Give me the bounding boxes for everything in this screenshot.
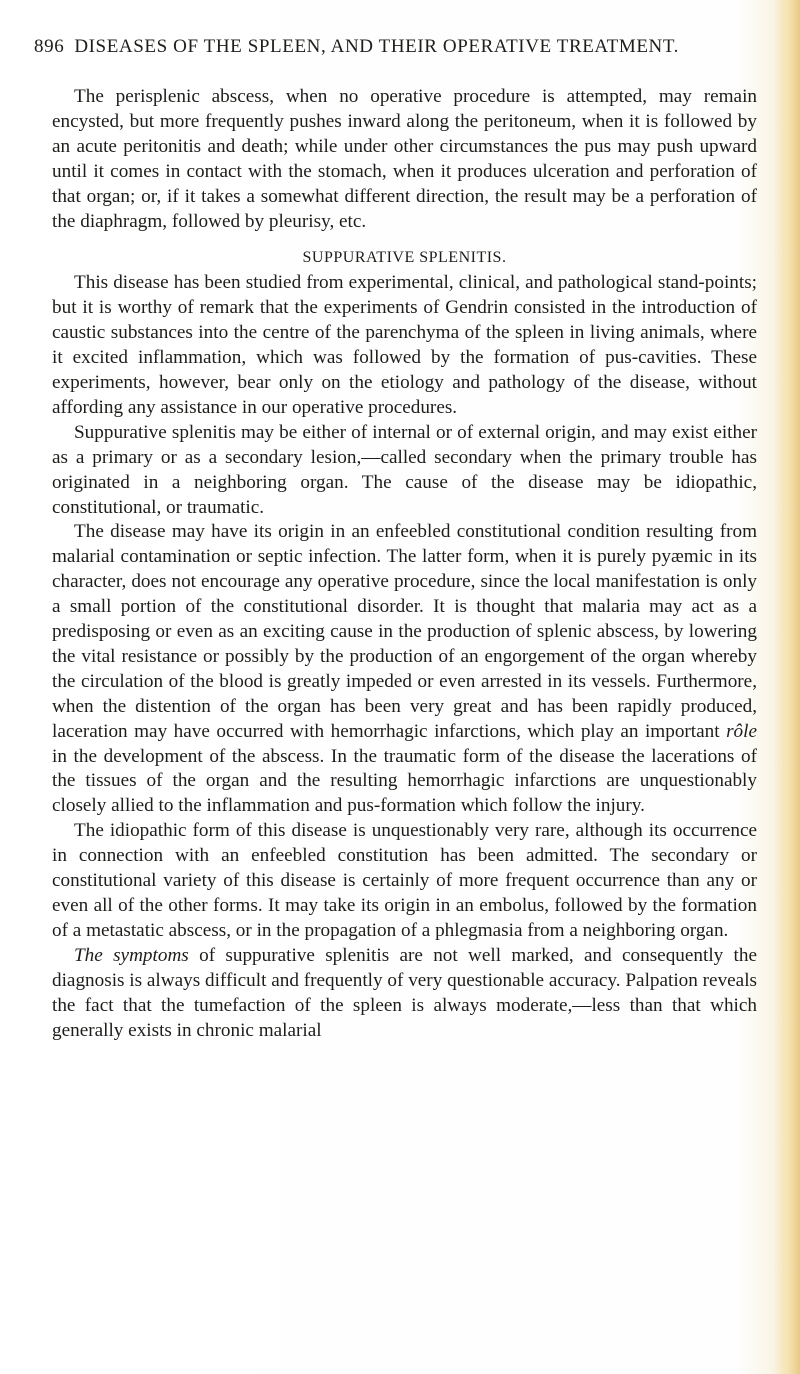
section-heading: SUPPURATIVE SPLENITIS. <box>302 249 507 267</box>
running-title: DISEASES OF THE SPLEEN, AND THEIR OPERATIVE TREATMENT. <box>74 36 680 57</box>
page-edge-shading <box>774 0 800 1374</box>
running-head <box>34 36 754 58</box>
paragraph-text: The disease may have its origin in an enfeebled constitutional condition resulting from malarial contamination or septic infection. The latter form, when it is purely pyæmic in its character, does not encourage any operative procedure, since the local manifestation is only a small portion of the constitutional disorder. It is thought that malaria may act as a predisposing or even as an exciting cause in the production of splenic abscess, by lowering the vital resistance or possibly by the production of an engorgement of the organ whereby the circulation of the blood is greatly impeded or even arrested in its vessels. Furthermore, when the distention of the organ has been very great and has been rapidly produced, laceration may have occurred with hemorrhagic infarctions, which play an important <box>52 521 757 742</box>
paragraph-symptoms <box>52 944 757 1044</box>
page-number: 896 <box>34 36 65 57</box>
paragraph-origin: Suppurative splenitis may be either of internal or of external origin, and may exist either as a primary or as a secondary lesion,—called secondary when the primary trouble has originated in a neighboring organ. The cause of the disease may be idiopathic, constitutional, or traumatic. <box>52 421 757 518</box>
paragraph-idiopathic-form: The idiopathic form of this disease is unquestionably very rare, although its occurrence in connection with an enfeebled constitution has been admitted. The secondary or constitutional variety of this disease is certainly of more frequent occurrence than any or even all of the other forms. It may take its origin in an embolus, followed by the formation of a metastatic abscess, or in the propagation of a phlegmasia from a neighboring organ. <box>52 820 757 941</box>
italic-term: The symptoms <box>74 944 189 966</box>
paragraph-perisplenic-abscess: The perisplenic abscess, when no operative procedure is attempted, may remain encysted, but more frequently pushes inward along the peritoneum, when it is followed by an acute peritonitis and death; while under other circumstances the pus may push upward until it comes in contact with the stomach, when it produces ulceration and perforation of that organ; or, if it takes a somewhat different direction, the result may be a perforation of the diaphragm, followed by pleurisy, etc. <box>52 86 757 232</box>
paragraph-experimental-study: This disease has been studied from experimental, clinical, and pathological stand-points; but it is worthy of remark that the experiments of Gendrin consisted in the introduction of caustic substances into the centre of the parenchyma of the spleen in living animals, where it excited inflammation, which was followed by the formation of pus-cavities. These experiments, however, bear only on the etiology and pathology of the disease, without affording any assistance in our operative procedures. <box>52 272 757 418</box>
paragraph-text: of suppurative splenitis are not well marked, and consequently the diagnosis is always difficult and frequently of very questionable accuracy. Palpation reveals the fact that the tumefaction of the spleen is always moderate,—less than that which generally exists in chronic malarial <box>52 944 757 1041</box>
paragraph-constitutional-condition <box>52 520 757 819</box>
italic-term: rôle <box>726 720 758 742</box>
paragraph-text: in the development of the abscess. In the traumatic form of the disease the lacerations of the tissues of the organ and the resulting hemorrhagic infarctions are unquestionably closely allied to the inflammation and pus-formation which follow the injury. <box>52 745 757 817</box>
body-text <box>52 85 757 1043</box>
